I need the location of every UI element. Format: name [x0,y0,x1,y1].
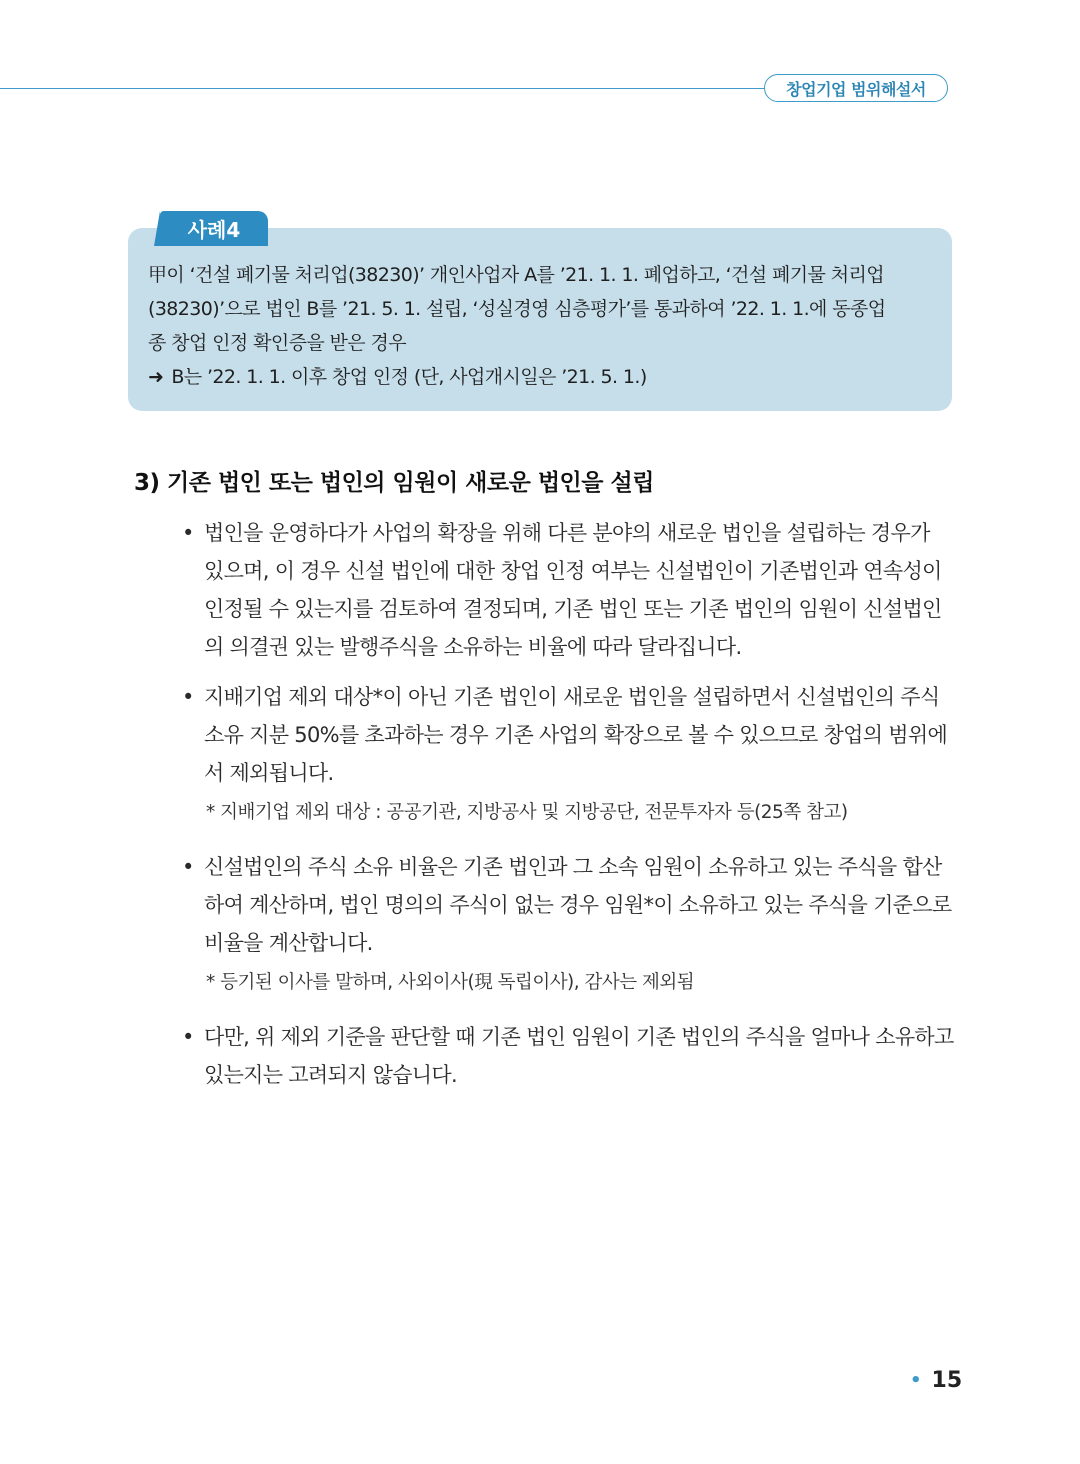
bullet-text: 법인을 운영하다가 사업의 확장을 위해 다른 분야의 새로운 법인을 설립하는 경우가 있으며, 이 경우 신설 법인에 대한 창업 인정 여부는 신설법인이 기존법인과 연속성이 인정될 수 있는지를 검토하여 결정되며, 기존 법인 또는 기존 법인의 임원이 신설법인의 의결권 있는 발행주식을 소유하는 비율에 따라 달라집니다. [204,521,942,659]
bullet-text: 신설법인의 주식 소유 비율은 기존 법인과 그 소속 임원이 소유하고 있는 주식을 합산하여 계산하며, 법인 명의의 주식이 없는 경우 임원*이 소유하고 있는 주식을 기준으로 비율을 계산합니다. [204,855,952,955]
bullet-icon: • [182,521,194,545]
case-result-text: B는 ’22. 1. 1. 이후 창업 인정 (단, 사업개시일은 ’21. 5. 1.) [171,366,647,388]
case-box [128,228,952,411]
bullet-text: 다만, 위 제외 기준을 판단할 때 기존 법인 임원이 기존 법인의 주식을 얼마나 소유하고 있는지는 고려되지 않습니다. [204,1025,954,1087]
case-line-1: 甲이 ‘건설 폐기물 처리업(38230)’ 개인사업자 A를 ’21. 1. 1. 폐업하고, ‘건설 폐기물 처리업 [148,264,884,286]
bullet-list [182,514,954,1106]
case-tab: 사례4 [160,211,268,246]
header-rule [0,88,768,89]
list-item [182,848,954,962]
footnote: * 등기된 이사를 말하며, 사외이사(現 독립이사), 감사는 제외됨 [206,972,695,993]
header-title: 창업기업 범위해설서 [764,74,948,102]
bullet-text: 지배기업 제외 대상*이 아닌 기존 법인이 새로운 법인을 설립하면서 신설법인의 주식 소유 지분 50%를 초과하는 경우 기존 사업의 확장으로 볼 수 있으므로 창업의 범위에서 제외됩니다. [204,685,948,785]
arrow-right-icon: ➜ [148,366,164,388]
list-item [182,1018,954,1094]
list-item [182,678,954,792]
case-result [148,360,932,394]
section-title: 3) 기존 법인 또는 법인의 임원이 새로운 법인을 설립 [134,470,654,496]
page-number [910,1368,962,1393]
list-item [182,514,954,666]
page-dot-icon: • [910,1370,922,1391]
bullet-icon: • [182,685,194,709]
bullet-icon: • [182,855,194,879]
case-line-3: 종 창업 인정 확인증을 받은 경우 [148,332,407,354]
case-line-2: (38230)’으로 법인 B를 ’21. 5. 1. 설립, ‘성실경영 심층평가’를 통과하여 ’22. 1. 1.에 동종업 [148,298,886,320]
footnote: * 지배기업 제외 대상 : 공공기관, 지방공사 및 지방공단, 전문투자자 등(25쪽 참고) [206,802,848,823]
bullet-icon: • [182,1025,194,1049]
page-number-text: 15 [931,1368,963,1393]
